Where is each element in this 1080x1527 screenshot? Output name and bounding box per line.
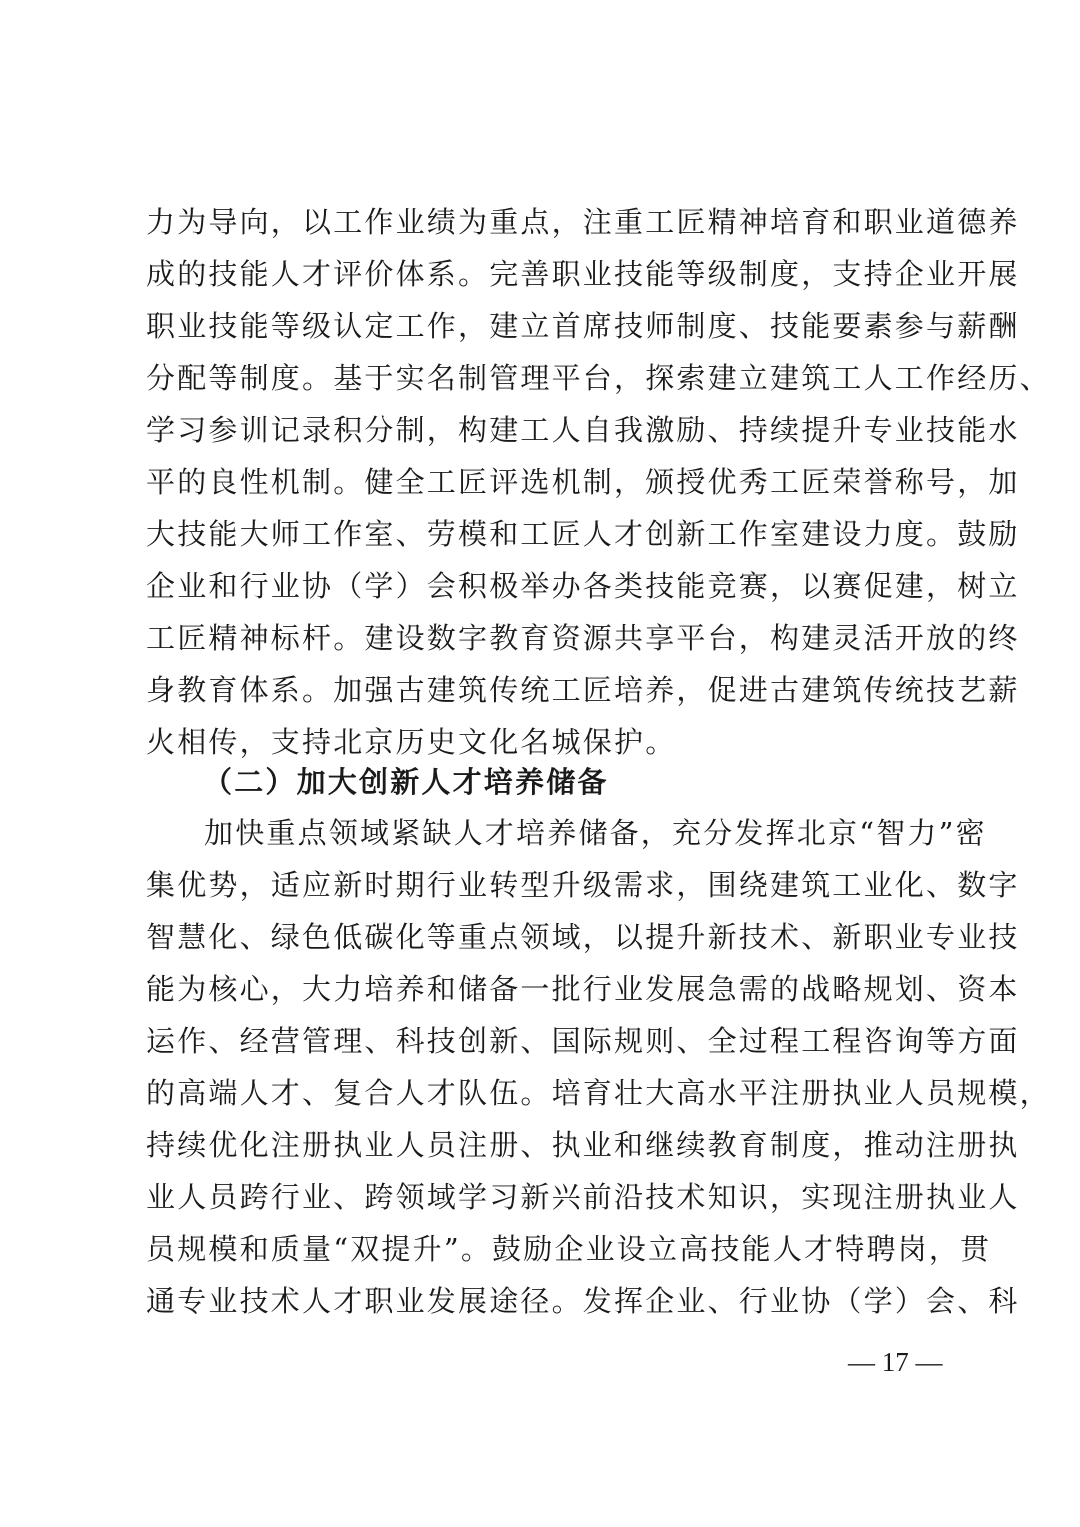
paragraph-line: 持续优化注册执业人员注册、执业和继续教育制度，推动注册执: [146, 1128, 1020, 1162]
paragraph-line: 成的技能人才评价体系。完善职业技能等级制度，支持企业开展: [146, 257, 1020, 291]
paragraph-line: 力为导向，以工作业绩为重点，注重工匠精神培育和职业道德养: [146, 205, 1020, 239]
paragraph-line: 通专业技术人才职业发展途径。发挥企业、行业协（学）会、科: [146, 1284, 1020, 1318]
paragraph-line: 员规模和质量“双提升”。鼓励企业设立高技能人才特聘岗，贯: [146, 1232, 992, 1266]
paragraph-line: 火相传，支持北京历史文化名城保护。: [146, 725, 677, 759]
paragraph-line: 学习参训记录积分制，构建工人自我激励、持续提升专业技能水: [146, 413, 1020, 447]
paragraph-line: 运作、经营管理、科技创新、国际规则、全过程工程咨询等方面: [146, 1024, 1020, 1058]
paragraph-line: 职业技能等级认定工作，建立首席技师制度、技能要素参与薪酬: [146, 309, 1020, 343]
paragraph-2: [146, 807, 1051, 1327]
paragraph-line: 大技能大师工作室、劳模和工匠人才创新工作室建设力度。鼓励: [146, 517, 1020, 551]
page-number: — 17 —: [848, 1347, 943, 1377]
paragraph-line: 集优势，适应新时期行业转型升级需求，围绕建筑工业化、数字: [146, 868, 1020, 902]
paragraph-1: [146, 196, 1051, 768]
paragraph-line: 能为核心，大力培养和储备一批行业发展急需的战略规划、资本: [146, 972, 1020, 1006]
paragraph-line: 身教育体系。加强古建筑传统工匠培养，促进古建筑传统技艺薪: [146, 673, 1020, 707]
section-heading: （二）加大创新人才培养储备: [203, 765, 609, 799]
paragraph-line: 分配等制度。基于实名制管理平台，探索建立建筑工人工作经历、: [146, 361, 1051, 395]
paragraph-line: 工匠精神标杆。建设数字教育资源共享平台，构建灵活开放的终: [146, 621, 1020, 655]
paragraph-line: 平的良性机制。健全工匠评选机制，颁授优秀工匠荣誉称号，加: [146, 465, 1020, 499]
paragraph-line: 企业和行业协（学）会积极举办各类技能竞赛，以赛促建，树立: [146, 569, 1020, 603]
paragraph-line: 业人员跨行业、跨领域学习新兴前沿技术知识，实现注册执业人: [146, 1180, 1020, 1214]
paragraph-line: 智慧化、绿色低碳化等重点领域，以提升新技术、新职业专业技: [146, 920, 1020, 954]
paragraph-line: 的高端人才、复合人才队伍。培育壮大高水平注册执业人员规模，: [146, 1076, 1051, 1110]
paragraph-line: 加快重点领域紧缺人才培养储备，充分发挥北京“智力”密: [204, 816, 987, 850]
